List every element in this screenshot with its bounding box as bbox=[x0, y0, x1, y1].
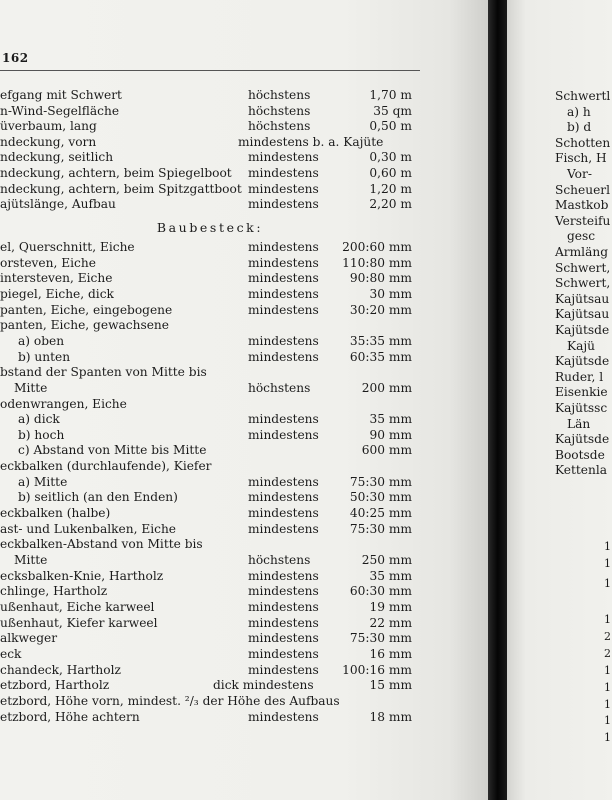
spec-label: ajütslänge, Aufbau bbox=[0, 197, 116, 212]
spec-row bbox=[0, 475, 420, 490]
spec-row bbox=[0, 166, 420, 181]
spec-row bbox=[0, 182, 420, 197]
right-page-digit: 1 bbox=[604, 698, 611, 711]
spec-row bbox=[0, 135, 420, 150]
spec-label: alkweger bbox=[0, 631, 58, 646]
spec-row bbox=[0, 397, 420, 412]
right-page-line: b) d bbox=[567, 120, 592, 135]
spec-label: Mitte bbox=[14, 380, 48, 395]
spec-value: 75:30 mm bbox=[349, 521, 412, 536]
spec-qualifier: mindestens bbox=[248, 631, 319, 646]
right-page-digit: 1 bbox=[604, 557, 611, 570]
right-page-line: Schwertl bbox=[555, 89, 611, 103]
spec-qualifier: mindestens bbox=[248, 521, 319, 536]
right-page-line: Kettenla bbox=[555, 463, 608, 478]
spec-row bbox=[0, 569, 420, 584]
spec-label: ußenhaut, Kiefer karweel bbox=[0, 615, 158, 630]
spec-row bbox=[0, 271, 420, 286]
spec-row bbox=[0, 318, 420, 333]
spec-value: 35 qm bbox=[373, 103, 412, 118]
spec-qualifier: höchstens bbox=[248, 553, 311, 567]
spec-value: 35:35 mm bbox=[349, 333, 412, 348]
spec-label: c) Abstand von Mitte bis Mitte bbox=[18, 443, 207, 458]
spec-value: 0,50 m bbox=[369, 119, 412, 134]
spec-value: 110:80 mm bbox=[342, 255, 412, 270]
spec-row bbox=[0, 303, 420, 318]
right-page-digit: 2 bbox=[604, 630, 611, 643]
spec-qualifier: mindestens bbox=[248, 166, 319, 180]
spec-qualifier: mindestens b. a. Kajüte bbox=[238, 134, 384, 149]
right-page-line: Schotten bbox=[555, 135, 611, 150]
spec-qualifier: höchstens bbox=[248, 103, 311, 118]
right-page-line: Kajü bbox=[567, 338, 595, 353]
spec-value: 75:30 mm bbox=[349, 474, 412, 489]
page-number: 162 bbox=[2, 51, 29, 65]
right-page-line: Kajütssc bbox=[555, 401, 608, 415]
book-spine bbox=[488, 0, 507, 800]
spec-label: Mitte bbox=[14, 553, 48, 567]
spec-value: 200:60 mm bbox=[342, 240, 412, 254]
right-page-line: Schwert, bbox=[555, 276, 611, 291]
spec-label: chlinge, Hartholz bbox=[0, 584, 108, 599]
spec-value: 22 mm bbox=[369, 615, 412, 630]
right-page-line: Kajütsau bbox=[555, 291, 610, 306]
right-page-digit: 1 bbox=[604, 540, 611, 553]
spec-value: 1,20 m bbox=[369, 181, 412, 196]
spec-qualifier: mindestens bbox=[248, 615, 319, 630]
spec-label: efgang mit Schwert bbox=[0, 88, 122, 102]
section-heading: Baubesteck: bbox=[156, 220, 264, 235]
right-page-line: Ruder, l bbox=[555, 369, 604, 384]
spec-row bbox=[0, 381, 420, 396]
spec-row bbox=[0, 663, 420, 678]
spec-row bbox=[0, 506, 420, 521]
spec-qualifier: mindestens bbox=[248, 349, 319, 364]
spec-qualifier: höchstens bbox=[248, 380, 311, 395]
spec-row bbox=[0, 240, 420, 255]
spec-value: 250 mm bbox=[361, 553, 412, 567]
spec-value: 90 mm bbox=[369, 427, 412, 442]
header-rule bbox=[0, 70, 420, 71]
spec-row bbox=[0, 197, 420, 212]
spec-qualifier: mindestens bbox=[248, 506, 319, 521]
spec-row bbox=[0, 490, 420, 505]
spec-value: 600 mm bbox=[361, 443, 412, 458]
spec-value: 100:16 mm bbox=[342, 662, 412, 677]
spec-value: 18 mm bbox=[369, 709, 412, 724]
right-page-line: gesc bbox=[567, 229, 596, 244]
right-page-line: Län bbox=[567, 416, 591, 431]
spec-label: ndeckung, vorn bbox=[0, 134, 97, 149]
spec-label: eck bbox=[0, 646, 22, 661]
spec-qualifier: mindestens bbox=[248, 271, 319, 286]
spec-row bbox=[0, 365, 420, 380]
spec-value: 200 mm bbox=[361, 380, 412, 395]
right-page-line: Mastkob bbox=[555, 198, 609, 213]
right-page-line: Scheuerl bbox=[555, 182, 611, 197]
spec-label: intersteven, Eiche bbox=[0, 271, 113, 286]
spec-qualifier: mindestens bbox=[248, 181, 319, 196]
right-page-line: Armläng bbox=[555, 245, 608, 259]
spec-label: orsteven, Eiche bbox=[0, 255, 96, 270]
spec-row bbox=[0, 678, 420, 693]
spec-row bbox=[0, 616, 420, 631]
spec-qualifier: mindestens bbox=[248, 584, 319, 599]
spec-row bbox=[0, 710, 420, 725]
right-page-line: Bootsde bbox=[555, 447, 605, 462]
spec-row bbox=[0, 553, 420, 568]
right-page-digit: 2 bbox=[604, 647, 611, 660]
right-page-line: Schwert, bbox=[555, 260, 611, 275]
spec-value: 35 mm bbox=[369, 412, 412, 427]
spec-qualifier: mindestens bbox=[248, 240, 319, 254]
spec-value: 19 mm bbox=[369, 599, 412, 614]
spec-qualifier: mindestens bbox=[248, 150, 319, 165]
right-page-line: Versteifu bbox=[555, 213, 611, 228]
right-page-line: Kajütsau bbox=[555, 307, 610, 322]
spec-label: ndeckung, achtern, beim Spiegelboot bbox=[0, 166, 232, 180]
right-page-line: Eisenkie bbox=[555, 385, 608, 400]
spec-row bbox=[0, 88, 420, 103]
right-page-line: Kajütsde bbox=[555, 432, 610, 447]
right-page-line: Kajütsde bbox=[555, 354, 610, 369]
right-page-line: Fisch, H bbox=[555, 151, 607, 166]
spec-qualifier: mindestens bbox=[248, 333, 319, 348]
spec-value: 1,70 m bbox=[369, 88, 412, 102]
spec-value: 35 mm bbox=[369, 568, 412, 583]
spec-row bbox=[0, 104, 420, 119]
spec-label: ecksbalken-Knie, Hartholz bbox=[0, 568, 164, 583]
right-page-line: a) h bbox=[567, 104, 591, 119]
spec-row bbox=[0, 600, 420, 615]
spec-qualifier: mindestens bbox=[248, 662, 319, 677]
spec-row bbox=[0, 522, 420, 537]
right-page-line: Vor- bbox=[567, 167, 592, 181]
spec-label: eckbalken (durchlaufende), Kiefer bbox=[0, 459, 212, 474]
spec-label: eckbalken (halbe) bbox=[0, 506, 111, 521]
spec-label: ußenhaut, Eiche karweel bbox=[0, 599, 155, 614]
spec-label: üverbaum, lang bbox=[0, 119, 97, 134]
spec-qualifier: mindestens bbox=[248, 255, 319, 270]
spec-value: 40:25 mm bbox=[349, 506, 412, 521]
spec-value: 0,30 m bbox=[369, 150, 412, 165]
spec-label: ast- und Lukenbalken, Eiche bbox=[0, 521, 177, 536]
spec-label: piegel, Eiche, dick bbox=[0, 286, 114, 301]
spec-row bbox=[0, 412, 420, 427]
spec-qualifier: mindestens bbox=[248, 599, 319, 614]
spec-row bbox=[0, 694, 420, 709]
spec-qualifier: dick mindestens bbox=[213, 678, 314, 693]
spec-row bbox=[0, 443, 420, 458]
spec-value: 50:30 mm bbox=[349, 490, 412, 505]
spec-row bbox=[0, 334, 420, 349]
spec-label: panten, Eiche, gewachsene bbox=[0, 318, 169, 333]
spec-qualifier: mindestens bbox=[248, 197, 319, 212]
spec-label: n-Wind-Segelfläche bbox=[0, 103, 120, 118]
spec-label: a) Mitte bbox=[18, 474, 68, 489]
spec-row bbox=[0, 631, 420, 646]
spec-qualifier: mindestens bbox=[248, 568, 319, 583]
spec-label: a) dick bbox=[18, 412, 60, 427]
spec-label: odenwrangen, Eiche bbox=[0, 396, 127, 411]
spec-label: ndeckung, achtern, beim Spitzgattboot bbox=[0, 181, 242, 196]
spec-row bbox=[0, 584, 420, 599]
spec-qualifier: höchstens bbox=[248, 119, 311, 134]
spec-qualifier: mindestens bbox=[248, 490, 319, 505]
spec-row bbox=[0, 287, 420, 302]
spec-value: 2,20 m bbox=[369, 197, 412, 212]
right-page-digit: 1 bbox=[604, 577, 611, 590]
right-page-digit: 1 bbox=[604, 664, 611, 677]
spec-label: a) oben bbox=[18, 333, 65, 348]
spec-label: ndeckung, seitlich bbox=[0, 150, 114, 165]
right-page-line: Kajütsde bbox=[555, 323, 610, 337]
spec-row bbox=[0, 459, 420, 474]
spec-qualifier: mindestens bbox=[248, 286, 319, 301]
spec-value: 15 mm bbox=[369, 678, 412, 693]
spec-row bbox=[0, 150, 420, 165]
spec-qualifier: mindestens bbox=[248, 474, 319, 489]
spec-row bbox=[0, 647, 420, 662]
right-page-digit: 1 bbox=[604, 731, 611, 744]
spec-value: 0,60 m bbox=[369, 166, 412, 180]
spec-value: 60:30 mm bbox=[349, 584, 412, 599]
spec-value: 16 mm bbox=[369, 646, 412, 661]
right-page-digit: 1 bbox=[604, 613, 611, 626]
spec-qualifier: höchstens bbox=[248, 88, 311, 102]
spec-label: b) seitlich (an den Enden) bbox=[18, 490, 178, 505]
spec-qualifier: mindestens bbox=[248, 302, 319, 317]
spec-label: b) unten bbox=[18, 349, 71, 364]
spec-value: 30:20 mm bbox=[349, 302, 412, 317]
spec-label: etzbord, Höhe vorn, mindest. ²/₃ der Höhe des Aufbaus bbox=[0, 693, 340, 708]
spec-label: b) hoch bbox=[18, 427, 65, 442]
spec-label: etzbord, Hartholz bbox=[0, 678, 110, 693]
spec-row bbox=[0, 256, 420, 271]
spec-value: 30 mm bbox=[369, 286, 412, 301]
right-page-digit: 1 bbox=[604, 681, 611, 694]
spec-value: 75:30 mm bbox=[349, 631, 412, 646]
spec-row bbox=[0, 537, 420, 552]
spec-qualifier: mindestens bbox=[248, 427, 319, 442]
spec-qualifier: mindestens bbox=[248, 646, 319, 661]
right-page-digit: 1 bbox=[604, 714, 611, 727]
spec-row bbox=[0, 119, 420, 134]
spec-value: 90:80 mm bbox=[349, 271, 412, 286]
right-page bbox=[507, 0, 612, 800]
spec-label: chandeck, Hartholz bbox=[0, 662, 121, 677]
spec-qualifier: mindestens bbox=[248, 709, 319, 724]
spec-label: etzbord, Höhe achtern bbox=[0, 709, 140, 724]
spec-row bbox=[0, 350, 420, 365]
spec-label: el, Querschnitt, Eiche bbox=[0, 240, 135, 254]
spec-label: eckbalken-Abstand von Mitte bis bbox=[0, 537, 203, 552]
spec-value: 60:35 mm bbox=[349, 349, 412, 364]
spec-label: bstand der Spanten von Mitte bis bbox=[0, 365, 207, 380]
spec-label: panten, Eiche, eingebogene bbox=[0, 302, 173, 317]
spec-qualifier: mindestens bbox=[248, 412, 319, 427]
spec-row bbox=[0, 428, 420, 443]
